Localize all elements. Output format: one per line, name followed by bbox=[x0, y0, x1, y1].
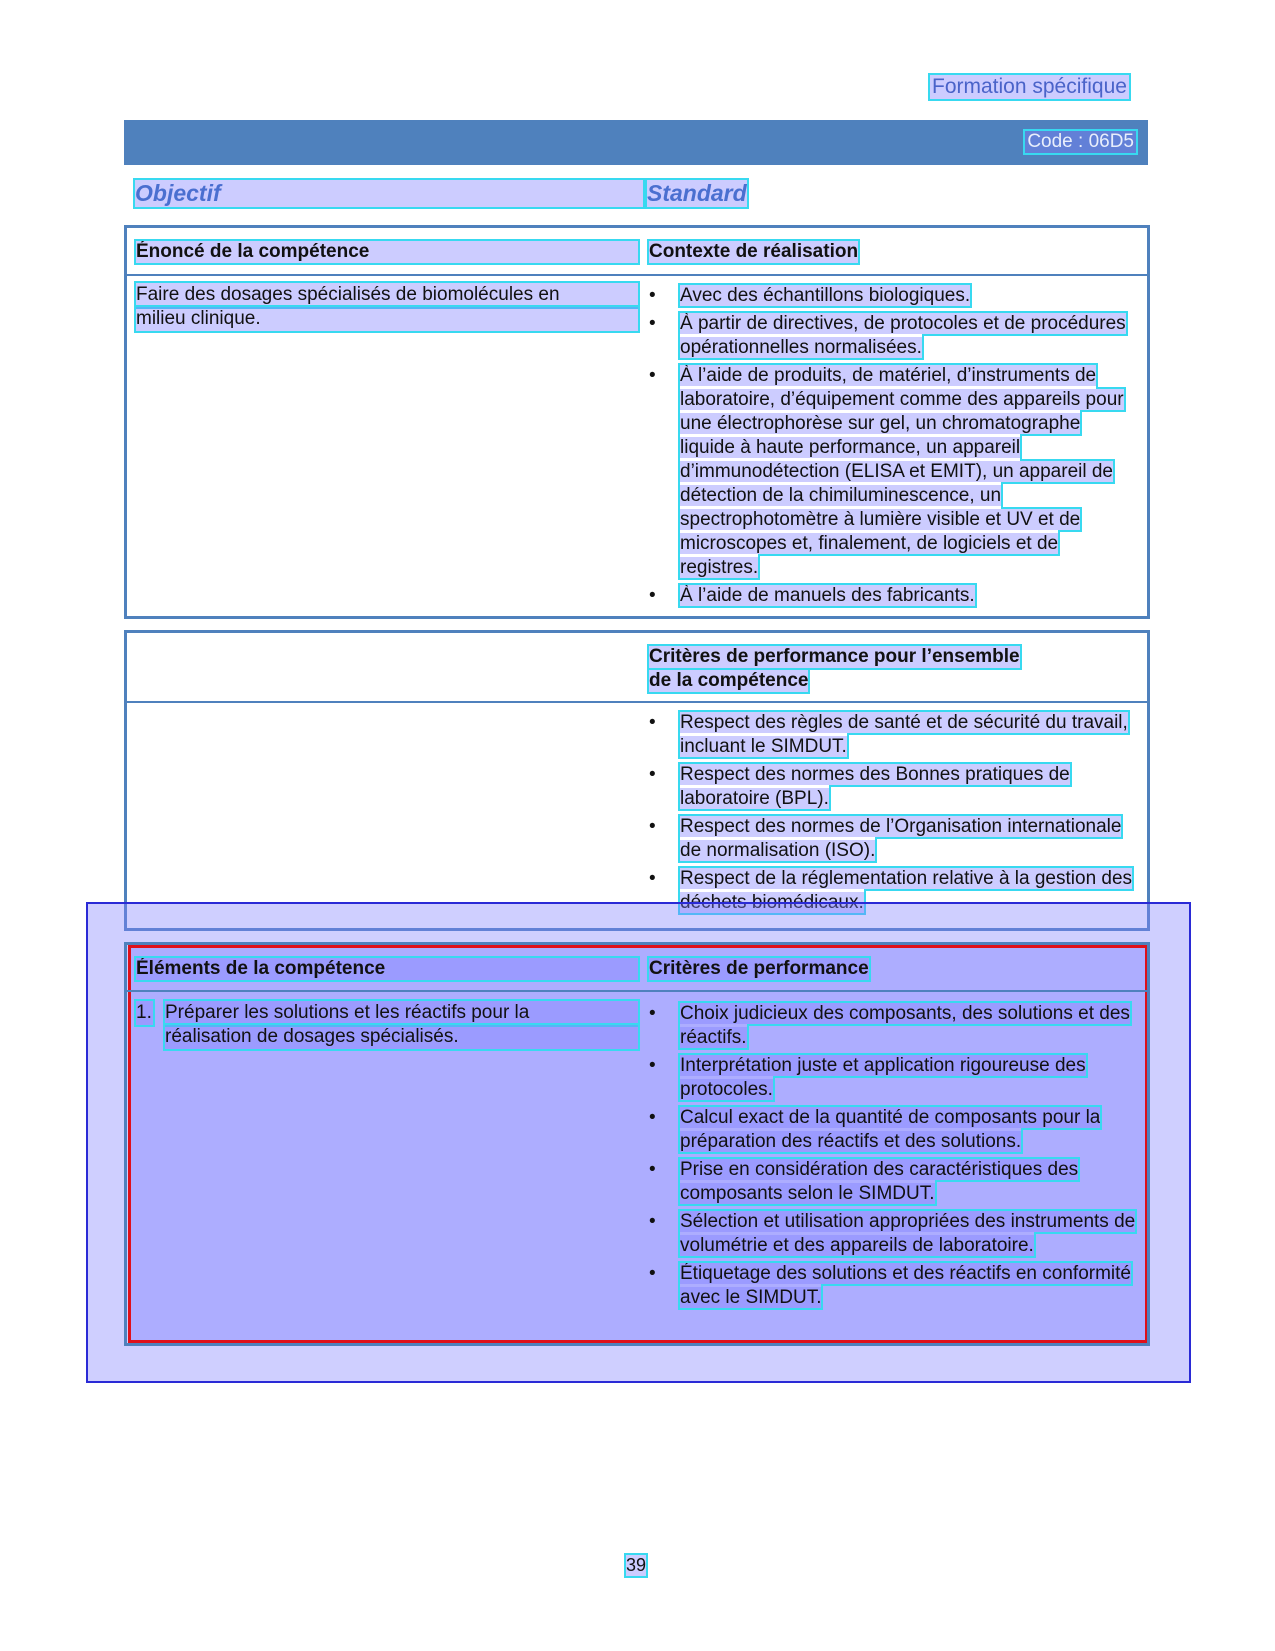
overall-criteria-heading-line-1: Critères de performance pour l’ensemble bbox=[649, 646, 1020, 667]
element-number: 1. bbox=[136, 1002, 152, 1023]
competency-elements-box bbox=[124, 942, 1150, 1346]
criteria-item: • Prise en considération des caractéristiques des composants selon le SIMDUT. bbox=[649, 1158, 1137, 1206]
criteria-item: • Étiquetage des solutions et des réactifs en conformité avec le SIMDUT. bbox=[649, 1262, 1137, 1310]
overall-criteria-list bbox=[649, 711, 1137, 919]
criteria-item: • Interprétation juste et application rigoureuse des protocoles. bbox=[649, 1054, 1137, 1102]
standard-title: Standard bbox=[647, 180, 747, 206]
criteria-item: • Respect de la réglementation relative à la gestion des déchets biomédicaux. bbox=[649, 867, 1137, 915]
performance-criteria-heading: Critères de performance bbox=[649, 958, 869, 979]
statement-line-2: milieu clinique. bbox=[136, 307, 638, 331]
context-heading: Contexte de réalisation bbox=[649, 241, 859, 262]
header-divider bbox=[127, 990, 1147, 992]
overall-criteria-box bbox=[124, 630, 1150, 931]
context-item: • À l’aide de produits, de matériel, d’instruments de laboratoire, d’équipement comme des appareils pour une électrophorèse sur gel, un chromatographe liquide à haute performance, un appareil d’immunodétection (ELISA et EMIT), un appareil de détection de la chimiluminescence, un spectrophotomètre à lumière visible et UV et de microscopes et, finalement, de logiciels et de registres. bbox=[649, 364, 1137, 580]
header-divider bbox=[127, 274, 1147, 276]
context-list bbox=[649, 284, 1137, 612]
element-line-2: réalisation de dosages spécialisés. bbox=[165, 1025, 638, 1049]
competency-statement-box bbox=[124, 225, 1150, 619]
criteria-item: • Sélection et utilisation appropriées des instruments de volumétrie et des appareils de laboratoire. bbox=[649, 1210, 1137, 1258]
competency-code: Code : 06D5 bbox=[1027, 131, 1134, 152]
context-item: • À partir de directives, de protocoles et de procédures opérationnelles normalisées. bbox=[649, 312, 1137, 360]
statement-heading: Énoncé de la compétence bbox=[136, 241, 638, 263]
context-item: • À l’aide de manuels des fabricants. bbox=[649, 584, 1137, 608]
elements-heading: Éléments de la compétence bbox=[136, 958, 638, 980]
criteria-item: • Respect des normes des Bonnes pratiques de laboratoire (BPL). bbox=[649, 763, 1137, 811]
criteria-item: • Respect des règles de santé et de sécurité du travail, incluant le SIMDUT. bbox=[649, 711, 1137, 759]
objective-title: Objectif bbox=[135, 180, 643, 207]
element-line-1: Préparer les solutions et les réactifs pour la bbox=[165, 1001, 638, 1025]
context-item: • Avec des échantillons biologiques. bbox=[649, 284, 1137, 308]
criteria-item: • Calcul exact de la quantité de composants pour la préparation des réactifs et des solutions. bbox=[649, 1106, 1137, 1154]
criteria-item: • Respect des normes de l’Organisation internationale de normalisation (ISO). bbox=[649, 815, 1137, 863]
program-header: Formation spécifique bbox=[932, 75, 1127, 98]
statement-line-1: Faire des dosages spécialisés de biomolécules en bbox=[136, 283, 638, 307]
header-divider bbox=[127, 701, 1147, 703]
code-bar bbox=[124, 120, 1148, 165]
criteria-item: • Choix judicieux des composants, des solutions et des réactifs. bbox=[649, 1002, 1137, 1050]
overall-criteria-heading-line-2: de la compétence bbox=[649, 670, 809, 691]
page-number: 39 bbox=[626, 1555, 647, 1575]
performance-criteria-list bbox=[649, 1002, 1137, 1314]
